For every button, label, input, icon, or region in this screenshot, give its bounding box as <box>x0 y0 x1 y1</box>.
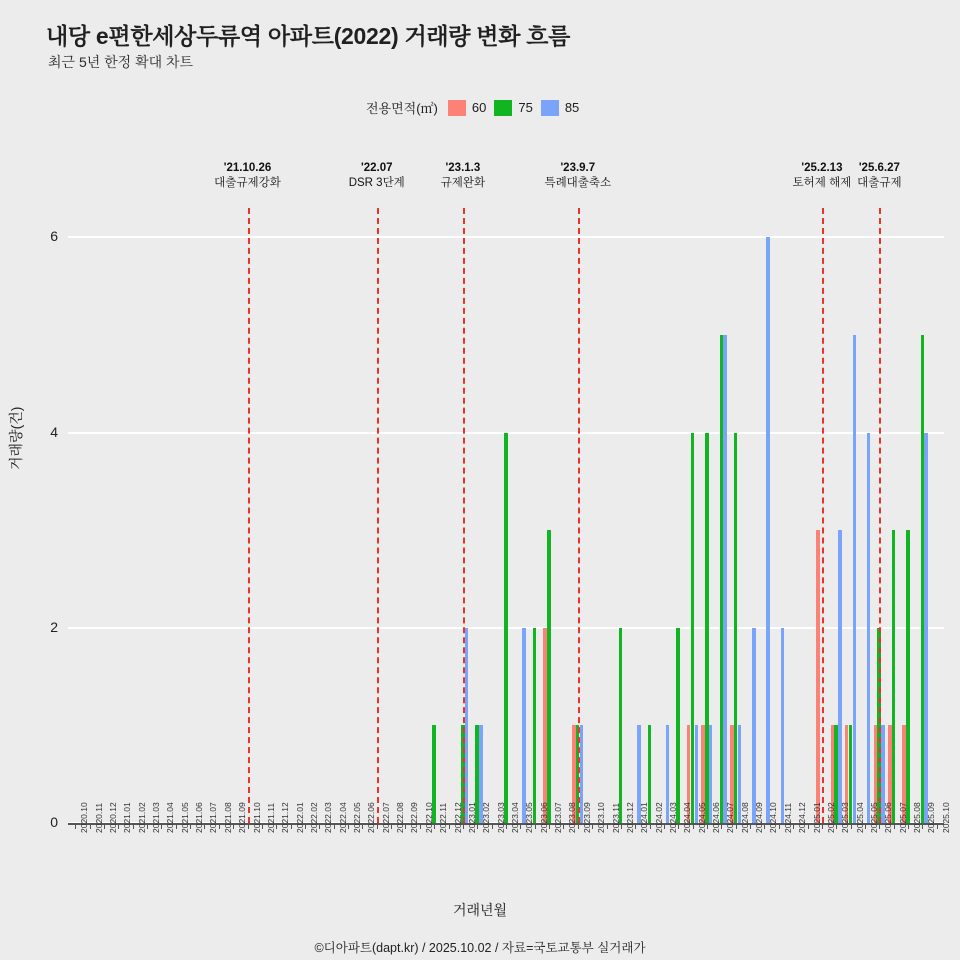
x-tick-label: 2021.03 <box>150 802 161 833</box>
bar[interactable] <box>853 335 857 823</box>
x-tick-label: 2023.06 <box>538 802 549 833</box>
x-tick-label: 2022.09 <box>409 802 420 833</box>
x-tick <box>937 823 938 829</box>
bar[interactable] <box>547 530 551 823</box>
event-annotation-0 <box>178 162 318 190</box>
x-tick <box>736 823 737 829</box>
x-tick <box>535 823 536 829</box>
x-tick <box>248 823 249 829</box>
x-tick-label: 2021.08 <box>222 802 233 833</box>
bar[interactable] <box>752 628 756 823</box>
x-tick-label: 2023.08 <box>567 802 578 833</box>
x-tick <box>104 823 105 829</box>
x-tick-label: 2021.02 <box>136 802 147 833</box>
x-tick-label: 2021.07 <box>208 802 219 833</box>
x-tick <box>90 823 91 829</box>
x-tick-label: 2023.05 <box>524 802 535 833</box>
x-tick-label: 2023.07 <box>553 802 564 833</box>
x-tick-label: 2025.07 <box>897 802 908 833</box>
x-tick-label: 2024.05 <box>696 802 707 833</box>
bar[interactable] <box>522 628 526 823</box>
legend-label-60: 60 <box>471 100 487 115</box>
x-tick-label: 2023.10 <box>596 802 607 833</box>
y-tick-label-6: 6 <box>50 228 58 245</box>
x-tick <box>894 823 895 829</box>
event-label-2: 규제완화 <box>440 177 486 189</box>
x-tick <box>319 823 320 829</box>
event-line-4 <box>822 208 824 823</box>
x-tick-label: 2025.02 <box>825 802 836 833</box>
gridline-y-6 <box>68 236 944 238</box>
x-tick-label: 2021.05 <box>179 802 190 833</box>
x-tick <box>779 823 780 829</box>
bar[interactable] <box>816 530 820 823</box>
event-date-0: '21.10.26 <box>223 162 272 174</box>
legend-item-60[interactable] <box>448 100 486 116</box>
x-tick <box>506 823 507 829</box>
x-tick <box>664 823 665 829</box>
event-line-3 <box>578 208 580 823</box>
page-subtitle: 최근 5년 한정 확대 차트 <box>48 54 194 70</box>
x-tick <box>75 823 76 829</box>
event-date-3: '23.9.7 <box>560 162 596 174</box>
x-tick <box>276 823 277 829</box>
event-date-4: '25.2.13 <box>801 162 843 174</box>
x-tick-label: 2024.07 <box>725 802 736 833</box>
x-tick <box>219 823 220 829</box>
x-tick <box>233 823 234 829</box>
x-tick-label: 2023.02 <box>481 802 492 833</box>
x-tick-label: 2021.01 <box>122 802 133 833</box>
x-tick-label: 2023.01 <box>466 802 477 833</box>
x-tick-label: 2023.09 <box>581 802 592 833</box>
x-tick-label: 2020.10 <box>79 802 90 833</box>
x-tick <box>118 823 119 829</box>
legend-title: 전용면적(㎡) <box>366 101 438 116</box>
page-title: 내당 e편한세상두류역 아파트(2022) 거래량 변화 흐름 <box>46 23 571 49</box>
x-tick <box>764 823 765 829</box>
x-tick-label: 2025.03 <box>840 802 851 833</box>
x-tick-label: 2024.01 <box>639 802 650 833</box>
bar[interactable] <box>906 530 910 823</box>
x-tick <box>334 823 335 829</box>
x-tick <box>808 823 809 829</box>
x-tick <box>836 823 837 829</box>
x-tick <box>607 823 608 829</box>
x-tick <box>161 823 162 829</box>
legend-label-75: 75 <box>518 100 533 115</box>
x-tick-label: 2024.02 <box>653 802 664 833</box>
x-tick-label: 2025.04 <box>854 802 865 833</box>
x-tick <box>147 823 148 829</box>
x-tick-label: 2021.06 <box>194 802 205 833</box>
bar[interactable] <box>924 433 928 823</box>
x-tick-label: 2021.10 <box>251 802 262 833</box>
x-tick <box>822 823 823 829</box>
x-tick <box>592 823 593 829</box>
bar[interactable] <box>676 628 680 823</box>
x-tick-label: 2024.11 <box>782 802 793 833</box>
bar[interactable] <box>465 628 469 823</box>
x-tick <box>793 823 794 829</box>
x-tick-label: 2022.10 <box>423 802 434 833</box>
x-tick <box>621 823 622 829</box>
x-tick <box>908 823 909 829</box>
x-tick-label: 2024.03 <box>667 802 678 833</box>
x-tick <box>578 823 579 829</box>
x-tick-label: 2024.08 <box>739 802 750 833</box>
x-tick <box>851 823 852 829</box>
x-tick <box>176 823 177 829</box>
x-tick <box>492 823 493 829</box>
x-tick-label: 2022.07 <box>380 802 391 833</box>
x-tick-label: 2022.12 <box>452 802 463 833</box>
bar[interactable] <box>838 530 842 823</box>
bar[interactable] <box>867 433 871 823</box>
x-tick <box>377 823 378 829</box>
x-tick-label: 2022.05 <box>352 802 363 833</box>
plot-area <box>68 208 944 823</box>
x-tick-label: 2025.06 <box>883 802 894 833</box>
x-tick <box>262 823 263 829</box>
x-tick-label: 2023.12 <box>624 802 635 833</box>
x-tick-label: 2021.12 <box>280 802 291 833</box>
x-tick-label: 2020.12 <box>107 802 118 833</box>
bar[interactable] <box>766 237 770 823</box>
x-tick <box>635 823 636 829</box>
x-tick-label: 2024.04 <box>682 802 693 833</box>
x-tick-label: 2025.08 <box>912 802 923 833</box>
x-tick <box>477 823 478 829</box>
x-tick-label: 2025.09 <box>926 802 937 833</box>
x-tick <box>563 823 564 829</box>
event-line-2 <box>463 208 465 823</box>
x-axis-title: 거래년월 <box>452 902 508 918</box>
legend-swatch-85 <box>541 100 559 116</box>
x-tick <box>449 823 450 829</box>
x-tick-label: 2025.10 <box>940 802 951 833</box>
event-annotation-5 <box>809 162 949 190</box>
chart-legend <box>366 98 579 117</box>
x-tick <box>204 823 205 829</box>
x-tick <box>549 823 550 829</box>
bar[interactable] <box>619 628 623 823</box>
x-tick <box>750 823 751 829</box>
x-tick-label: 2025.01 <box>811 802 822 833</box>
x-tick <box>922 823 923 829</box>
bar[interactable] <box>533 628 537 823</box>
event-annotation-3 <box>508 162 648 190</box>
y-axis-title: 거래량(건) <box>8 406 24 470</box>
event-date-2: '23.1.3 <box>445 162 481 174</box>
bar[interactable] <box>504 433 508 823</box>
x-tick-label: 2022.03 <box>323 802 334 833</box>
x-tick <box>650 823 651 829</box>
event-label-4: 토허제 해제 <box>792 177 852 189</box>
x-tick-label: 2024.10 <box>768 802 779 833</box>
event-line-5 <box>879 208 881 823</box>
x-tick <box>348 823 349 829</box>
y-tick-label-0: 0 <box>50 814 58 830</box>
y-tick-label-2: 2 <box>50 618 58 635</box>
x-tick-label: 2021.09 <box>237 802 248 833</box>
x-tick <box>865 823 866 829</box>
chart-credit: ©디아파트(dapt.kr) / 2025.10.02 / 자료=국토교통부 실거래가 <box>314 941 646 955</box>
x-tick-label: 2022.08 <box>395 802 406 833</box>
x-tick <box>133 823 134 829</box>
bar[interactable] <box>781 628 785 823</box>
x-tick <box>879 823 880 829</box>
x-tick <box>721 823 722 829</box>
x-tick <box>434 823 435 829</box>
x-tick-label: 2022.11 <box>438 802 449 833</box>
legend-label-85: 85 <box>564 100 580 115</box>
x-tick-label: 2022.02 <box>308 802 319 833</box>
x-tick <box>291 823 292 829</box>
x-tick-label: 2022.04 <box>337 802 348 833</box>
legend-item-85[interactable] <box>541 100 579 116</box>
x-tick <box>362 823 363 829</box>
x-tick <box>707 823 708 829</box>
x-tick-label: 2023.11 <box>610 802 621 833</box>
event-label-0: 대출규제강화 <box>214 177 281 189</box>
event-label-3: 특례대출축소 <box>544 177 612 189</box>
x-tick <box>463 823 464 829</box>
x-tick <box>305 823 306 829</box>
x-tick <box>405 823 406 829</box>
bar[interactable] <box>892 530 896 823</box>
legend-item-75[interactable] <box>494 100 532 116</box>
x-tick-label: 2024.12 <box>797 802 808 833</box>
x-tick <box>678 823 679 829</box>
x-tick-label: 2024.09 <box>754 802 765 833</box>
legend-swatch-75 <box>494 100 512 116</box>
y-tick-label-4: 4 <box>50 423 58 440</box>
event-line-0 <box>248 208 250 823</box>
x-tick <box>693 823 694 829</box>
x-tick-label: 2021.11 <box>265 802 276 833</box>
x-tick <box>391 823 392 829</box>
x-tick-label: 2023.04 <box>510 802 520 833</box>
event-date-1: '22.07 <box>360 162 393 174</box>
event-date-5: '25.6.27 <box>858 162 900 174</box>
x-tick-label: 2023.03 <box>495 802 506 833</box>
x-tick <box>520 823 521 829</box>
legend-swatch-60 <box>448 100 466 116</box>
x-tick-label: 2021.04 <box>165 802 176 833</box>
x-tick-label: 2025.05 <box>869 802 880 833</box>
event-line-1 <box>377 208 379 823</box>
x-tick <box>190 823 191 829</box>
event-label-5: 대출규제 <box>857 177 902 189</box>
x-tick <box>420 823 421 829</box>
x-tick-label: 2022.06 <box>366 802 377 833</box>
x-tick-label: 2020.11 <box>93 802 104 833</box>
x-tick-label: 2024.06 <box>711 802 722 833</box>
bar[interactable] <box>723 335 727 823</box>
event-label-1: DSR 3단계 <box>348 177 405 189</box>
x-tick-label: 2022.01 <box>294 802 305 833</box>
